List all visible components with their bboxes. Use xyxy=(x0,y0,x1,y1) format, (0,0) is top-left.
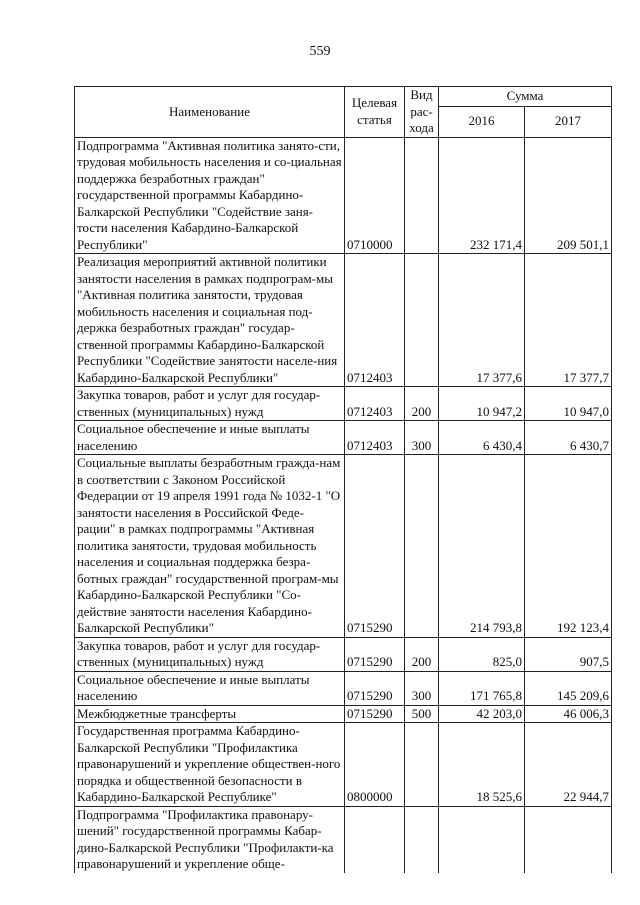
table-row xyxy=(75,455,612,638)
header-year-2016: 2016 xyxy=(439,106,525,137)
row-sum-2017: 145 209,6 xyxy=(525,671,612,705)
row-name: Реализация мероприятий активной политики занятости населения в рамках подпрограм-мы "Активная политика занятости, трудовая мобильность населения и социальная под-держка безработных граждан" государ-ственной программы Кабардино-Балкарской Республики "Содействие занятости населе-ния Кабардино-Балкарской Республики" xyxy=(75,254,345,387)
row-sum-2016: 171 765,8 xyxy=(439,671,525,705)
row-target-code: 0800000 xyxy=(345,723,405,807)
table-row xyxy=(75,254,612,387)
row-sum-2016: 42 203,0 xyxy=(439,705,525,723)
row-expense-kind xyxy=(405,137,439,254)
row-sum-2017: 209 501,1 xyxy=(525,137,612,254)
row-sum-2016: 214 793,8 xyxy=(439,455,525,638)
row-expense-kind: 500 xyxy=(405,705,439,723)
table-row xyxy=(75,723,612,807)
row-sum-2016: 232 171,4 xyxy=(439,137,525,254)
table-row xyxy=(75,806,612,873)
row-target-code: 0715290 xyxy=(345,671,405,705)
row-expense-kind: 200 xyxy=(405,637,439,671)
row-expense-kind: 300 xyxy=(405,421,439,455)
row-expense-kind: 300 xyxy=(405,671,439,705)
row-sum-2016: 6 430,4 xyxy=(439,421,525,455)
row-name: Закупка товаров, работ и услуг для государ-ственных (муниципальных) нужд xyxy=(75,637,345,671)
row-name: Социальное обеспечение и иные выплаты населению xyxy=(75,671,345,705)
table-row xyxy=(75,387,612,421)
row-name: Социальное обеспечение и иные выплаты населению xyxy=(75,421,345,455)
row-expense-kind xyxy=(405,806,439,873)
row-sum-2017 xyxy=(525,806,612,873)
header-kind: Вид рас-хода xyxy=(405,87,439,138)
row-target-code: 0715290 xyxy=(345,637,405,671)
row-sum-2016: 10 947,2 xyxy=(439,387,525,421)
table-row xyxy=(75,671,612,705)
row-sum-2017: 907,5 xyxy=(525,637,612,671)
row-target-code: 0712403 xyxy=(345,421,405,455)
row-target-code: 0710000 xyxy=(345,137,405,254)
row-target-code: 0715290 xyxy=(345,705,405,723)
table-body xyxy=(75,137,612,873)
budget-table xyxy=(74,86,612,873)
table-row xyxy=(75,637,612,671)
row-sum-2016 xyxy=(439,806,525,873)
row-expense-kind xyxy=(405,254,439,387)
row-name: Закупка товаров, работ и услуг для государ-ственных (муниципальных) нужд xyxy=(75,387,345,421)
header-name: Наименование xyxy=(75,87,345,138)
row-sum-2016: 825,0 xyxy=(439,637,525,671)
row-name: Подпрограмма "Профилактика правонару-шений" государственной программы Кабар-дино-Балкарской Республики "Профилакти-ка правонарушений и укрепление обще- xyxy=(75,806,345,873)
row-name: Социальные выплаты безработным гражда-нам в соответствии с Законом Российской Федерации от 19 апреля 1991 года № 1032-1 "О занятости населения в Российской Феде-рации" в рамках подпрограммы "Активная политика занятости, трудовая мобильность населения и социальная поддержка безра-ботных граждан" государственной програм-мы Кабардино-Балкарской Республики "Со-действие занятости населения Кабардино-Балкарской Республики" xyxy=(75,455,345,638)
row-sum-2016: 17 377,6 xyxy=(439,254,525,387)
table-header xyxy=(75,87,612,138)
row-sum-2016: 18 525,6 xyxy=(439,723,525,807)
row-name: Межбюджетные трансферты xyxy=(75,705,345,723)
table-row xyxy=(75,137,612,254)
row-target-code: 0712403 xyxy=(345,254,405,387)
row-target-code: 0715290 xyxy=(345,455,405,638)
row-sum-2017: 46 006,3 xyxy=(525,705,612,723)
row-sum-2017: 6 430,7 xyxy=(525,421,612,455)
row-sum-2017: 10 947,0 xyxy=(525,387,612,421)
row-target-code xyxy=(345,806,405,873)
row-target-code: 0712403 xyxy=(345,387,405,421)
row-expense-kind: 200 xyxy=(405,387,439,421)
row-sum-2017: 192 123,4 xyxy=(525,455,612,638)
row-sum-2017: 17 377,7 xyxy=(525,254,612,387)
row-name: Государственная программа Кабардино-Балкарской Республики "Профилактика правонарушений и укрепление обществен-ного порядка и общественной безопасности в Кабардино-Балкарской Республике" xyxy=(75,723,345,807)
row-sum-2017: 22 944,7 xyxy=(525,723,612,807)
row-expense-kind xyxy=(405,723,439,807)
header-code: Целевая статья xyxy=(345,87,405,138)
page-number: 559 xyxy=(309,44,331,59)
row-expense-kind xyxy=(405,455,439,638)
table-row xyxy=(75,705,612,723)
header-year-2017: 2017 xyxy=(525,106,612,137)
row-name: Подпрограмма "Активная политика занято-сти, трудовая мобильность населения и со-циальная поддержка безработных граждан" государственной программы Кабардино-Балкарской Республики "Содействие заня-тости населения Кабардино-Балкарской Республики" xyxy=(75,137,345,254)
header-sum: Сумма xyxy=(439,87,612,107)
table-row xyxy=(75,421,612,455)
